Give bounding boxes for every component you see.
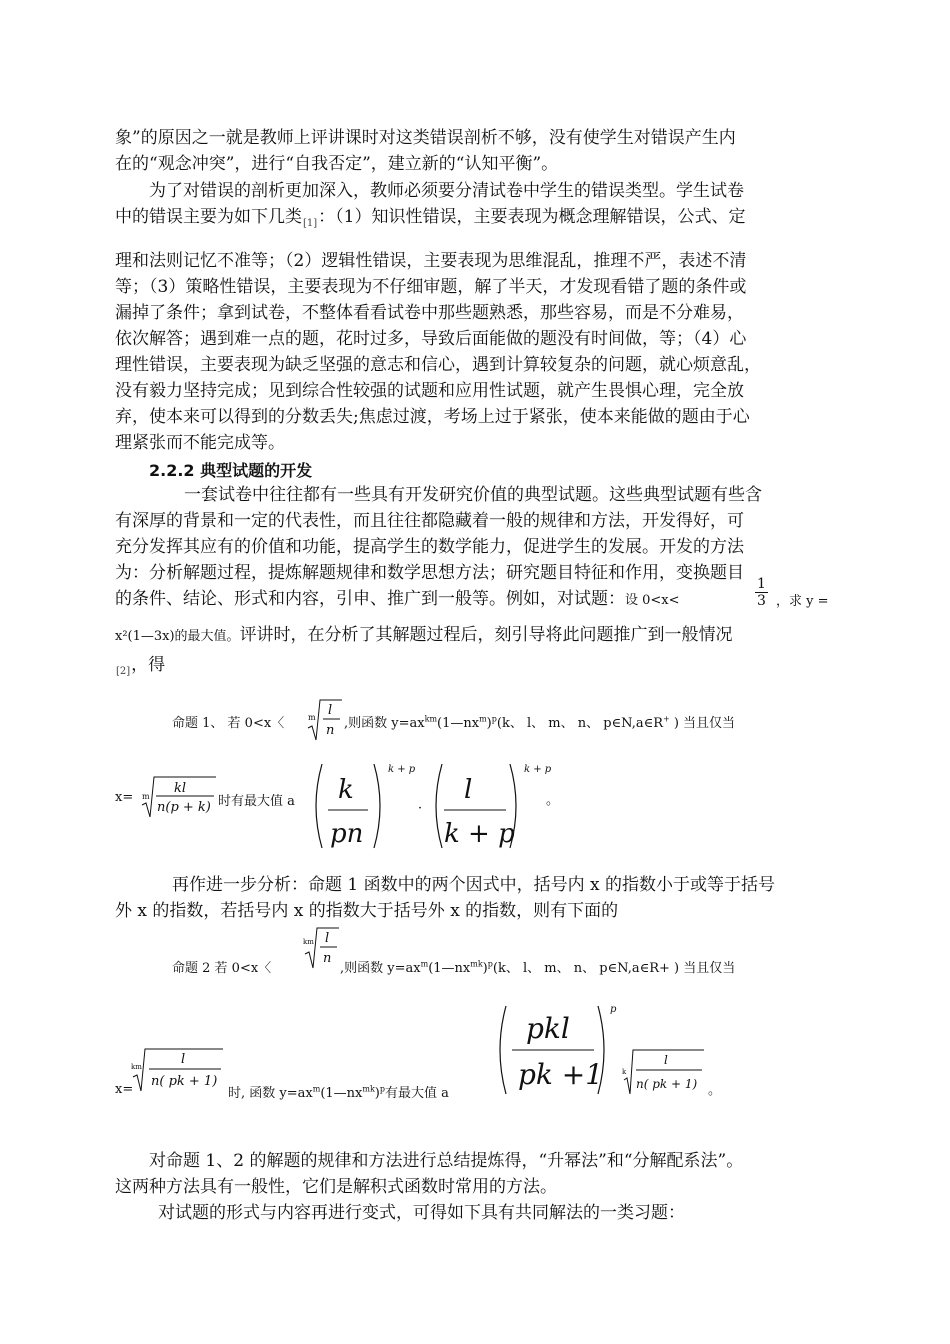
radical-l-over-n-pk-plus-1 bbox=[131, 1043, 227, 1095]
multiply-dot: · bbox=[418, 801, 423, 816]
right-paren bbox=[374, 764, 380, 848]
paragraph-line bbox=[115, 586, 837, 614]
paragraph-line: 对命题 1、2 的解题的规律和方法进行总结提炼得，“升幂法”和“分解配系法”。 bbox=[149, 1151, 744, 1171]
paragraph-line bbox=[115, 652, 837, 685]
text-span: 时, 函数 y=ax bbox=[228, 1086, 313, 1101]
proposition-2-text bbox=[340, 957, 735, 976]
text-span: ：（1）知识性错误，主要表现为概念理解错误，公式、定 bbox=[318, 207, 746, 227]
paragraph-line: 没有毅力坚持完成；见到综合性较强的试题和应用性试题，就产生畏惧心理，完全放 bbox=[115, 381, 744, 401]
max-value-expression bbox=[494, 998, 724, 1102]
text-span: 评讲时，在分析了其解题过程后，刻引导将此问题推广到一般情况 bbox=[239, 625, 733, 645]
text-span: ) bbox=[482, 961, 488, 976]
exponent: m bbox=[420, 959, 429, 969]
root-index: m bbox=[308, 713, 316, 722]
text-span: 的条件、结论、形式和内容，引申、推广到一般等。例如，对试题： bbox=[115, 589, 625, 609]
text-span: 中的错误主要为如下几类 bbox=[115, 207, 302, 227]
citation-ref: [2] bbox=[116, 666, 131, 678]
radical-l-over-n bbox=[306, 696, 346, 744]
text-span: (k、 l、 m、 n、 p∈N,a∈R bbox=[496, 716, 663, 731]
fraction-numerator: l bbox=[328, 703, 333, 718]
text-span: ，得 bbox=[131, 655, 166, 675]
paragraph-line: 理紧张而不能完成等。 bbox=[115, 433, 285, 453]
text-span: ) 当且仅当 bbox=[669, 716, 736, 731]
exponent: m bbox=[312, 1084, 321, 1094]
fraction-denominator: n bbox=[326, 723, 335, 738]
proposition-1-text bbox=[344, 712, 735, 731]
paragraph-line: 等；（3）策略性错误，主要表现为不仔细审题，解了半天，才发现看错了题的条件或 bbox=[115, 277, 747, 297]
section-heading: 2.2.2 典型试题的开发 bbox=[149, 461, 313, 480]
formula-text: x²(1—3x)的最大值。 bbox=[115, 629, 240, 644]
text-span: ,则函数 y=ax bbox=[340, 961, 421, 976]
fraction-numerator: l bbox=[664, 1053, 668, 1067]
fraction-numerator: l bbox=[325, 931, 330, 946]
fraction-numerator: l bbox=[464, 775, 473, 805]
paragraph-line: 充分发挥其应有的价值和功能，提高学生的数学能力，促进学生的发展。开发的方法 bbox=[115, 537, 744, 557]
paragraph-line: 一套试卷中往往都有一些具有开发研究价值的典型试题。这些典型试题有些含 bbox=[184, 485, 762, 505]
paragraph-line: 为：分析解题过程，提炼解题规律和数学思想方法；研究题目特征和作用，变换题目 bbox=[115, 563, 744, 583]
exponent: m bbox=[479, 714, 487, 724]
paragraph-line: 依次解答；遇到难一点的题，花时过多，导致后面能做的题没有时间做，等；（4）心 bbox=[115, 329, 747, 349]
text-span: (1—nx bbox=[428, 961, 471, 976]
proposition-2-text bbox=[228, 1082, 449, 1101]
exponent: p bbox=[610, 1004, 617, 1015]
left-paren bbox=[316, 764, 322, 848]
period: 。 bbox=[546, 793, 560, 808]
exponent: k + p bbox=[524, 764, 552, 775]
text-span: (1—nx bbox=[320, 1086, 363, 1101]
radical-sign bbox=[305, 928, 339, 968]
paragraph-line: 弃，使本来可以得到的分数丢失;焦虑过渡，考场上过于紧张，使本来能做的题由于心 bbox=[115, 407, 750, 427]
fraction-one-third bbox=[755, 576, 768, 609]
text-span: 有最大值 a bbox=[385, 1086, 449, 1101]
left-paren bbox=[500, 1006, 506, 1094]
formula-text: x= bbox=[115, 790, 134, 805]
root-index: km bbox=[131, 1063, 142, 1071]
paragraph-line: 为了对错误的剖析更加深入，教师必须要分清试卷中学生的错误类型。学生试卷 bbox=[149, 181, 744, 201]
exponent: p bbox=[487, 959, 493, 969]
fraction-denominator: n( pk + 1) bbox=[151, 1074, 218, 1089]
fraction-numerator: pkl bbox=[526, 1012, 570, 1045]
exponent: mk bbox=[362, 1084, 375, 1094]
fraction-denominator: n(p + k) bbox=[157, 800, 211, 815]
fraction-denominator: k + p bbox=[444, 819, 515, 849]
radical-kl-over-n-p-plus-k bbox=[140, 773, 218, 819]
root-index: m bbox=[142, 792, 150, 801]
text-span: ,则函数 y=ax bbox=[344, 716, 425, 731]
exponent: mk bbox=[470, 959, 483, 969]
paragraph-line: 理性错误，主要表现为缺乏坚强的意志和信心，遇到计算较复杂的问题，就心烦意乱， bbox=[115, 355, 761, 375]
text-span: (k、 l、 m、 n、 p∈N,a∈R+ ) 当且仅当 bbox=[492, 961, 736, 976]
formula-text: x= bbox=[115, 1082, 134, 1097]
formula-text: 时有最大值 a bbox=[218, 794, 295, 809]
formula-text: ，求 y = bbox=[776, 594, 829, 609]
paragraph-line: 对试题的形式与内容再进行变式，可得如下具有共同解法的一类习题： bbox=[158, 1203, 685, 1223]
text-span: ) bbox=[486, 716, 492, 731]
paragraph-line: 象”的原因之一就是教师上评讲课时对这类错误剖析不够，没有使学生对错误产生内 bbox=[115, 128, 736, 148]
paragraph-line: 有深厚的背景和一定的代表性，而且往往都隐藏着一般的规律和方法，开发得好，可 bbox=[115, 511, 744, 531]
period: 。 bbox=[708, 1083, 722, 1098]
fraction-denominator: 3 bbox=[757, 593, 766, 609]
paragraph-line: 漏掉了条件；拿到试卷，不整体看看试卷中那些题熟悉，那些容易，而是不分难易， bbox=[115, 303, 744, 323]
paragraph-line: 外 x 的指数，若括号内 x 的指数大于括号外 x 的指数，则有下面的 bbox=[115, 901, 619, 921]
fraction-numerator: l bbox=[181, 1052, 186, 1067]
radical-l-over-n bbox=[303, 924, 343, 972]
exponent: km bbox=[424, 714, 438, 724]
paragraph-line: 在的“观念冲突”，进行“自我否定”，建立新的“认知平衡”。 bbox=[115, 154, 559, 174]
fraction-numerator: k bbox=[338, 775, 354, 805]
paragraph-line bbox=[115, 622, 837, 650]
fraction-denominator: n( pk + 1) bbox=[636, 1077, 698, 1091]
root-index: k bbox=[622, 1068, 627, 1076]
formula-text: 设 0<x< bbox=[625, 593, 680, 608]
paragraph-line: 这两种方法具有一般性，它们是解积式函数时常用的方法。 bbox=[115, 1177, 557, 1197]
fraction-denominator: pn bbox=[330, 819, 364, 849]
root-index: km bbox=[303, 938, 314, 946]
paragraph-line: 再作进一步分析：命题 1 函数中的两个因式中，括号内 x 的指数小于或等于括号 bbox=[172, 875, 776, 895]
max-value-expression bbox=[310, 756, 560, 856]
exponent: + bbox=[663, 714, 670, 724]
paragraph-line: 理和法则记忆不准等；（2）逻辑性错误，主要表现为思维混乱，推理不严，表述不清 bbox=[115, 251, 747, 271]
proposition-2-label: 命题 2 若 0<x〈 bbox=[172, 961, 272, 976]
citation-ref: [1] bbox=[303, 218, 318, 230]
exponent: k + p bbox=[388, 764, 416, 775]
paragraph-line bbox=[115, 204, 837, 237]
fraction-numerator: kl bbox=[174, 781, 187, 796]
fraction-numerator: 1 bbox=[757, 576, 766, 592]
fraction-denominator: pk +1 bbox=[518, 1058, 604, 1091]
exponent: p bbox=[491, 714, 497, 724]
exponent: p bbox=[379, 1084, 385, 1094]
text-span: (1—nx bbox=[437, 716, 480, 731]
fraction-denominator: n bbox=[323, 951, 332, 966]
proposition-1-label: 命题 1、 若 0<x〈 bbox=[172, 716, 285, 731]
text-span: ) bbox=[374, 1086, 380, 1101]
left-paren bbox=[436, 764, 442, 848]
